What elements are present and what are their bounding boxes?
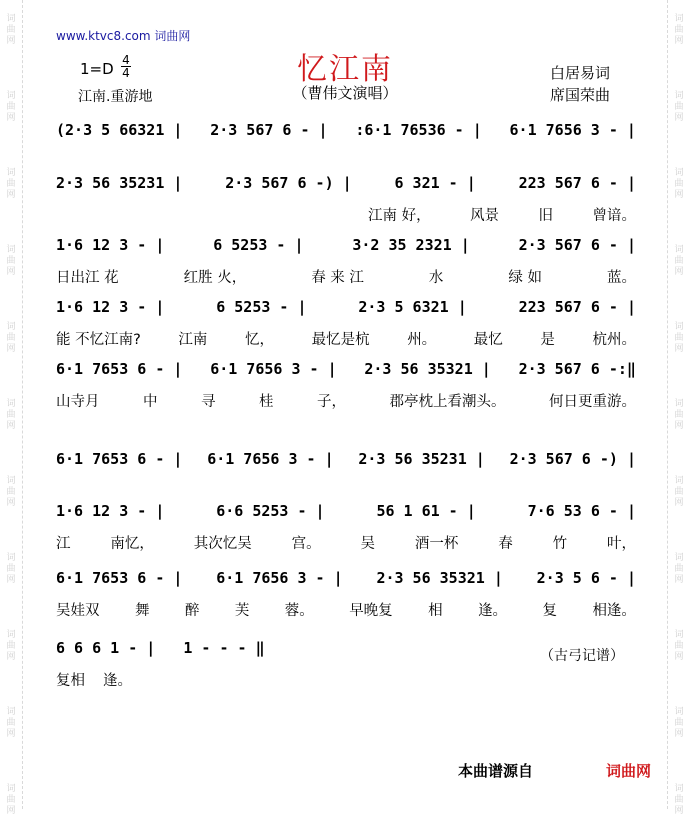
measure: 6·1 7656 3 - | xyxy=(216,569,343,587)
lyric-word: 能 不忆江南? xyxy=(56,331,141,348)
time-signature-top: 4 xyxy=(122,53,130,67)
lyric-word: 蓉。 xyxy=(284,602,314,619)
measure: 2·3 5 6321 | xyxy=(358,298,467,316)
lyric-word: 是 xyxy=(540,331,555,348)
lyric-word: 日出江 花 xyxy=(56,269,119,286)
watermark-text: 词曲网 xyxy=(6,168,16,200)
lyric-word: 何日更重游。 xyxy=(549,393,636,410)
lyric-word: 江南 好， xyxy=(368,207,431,224)
watermark-text: 词曲网 xyxy=(6,707,16,739)
key-signature: 1=D xyxy=(80,60,114,78)
measure: 6 5253 - | xyxy=(216,298,307,316)
transcriber-credit: （古弓记谱） xyxy=(540,648,624,664)
measure: 1·6 12 3 - | xyxy=(56,236,165,254)
lyric-word: 郡亭枕上看潮头。 xyxy=(389,393,506,410)
lyric-line xyxy=(56,532,636,552)
measure: 223 567 6 - | xyxy=(518,174,636,192)
lyric-word: 红胜 火， xyxy=(183,269,247,286)
measure: 6·1 7653 6 - | xyxy=(56,569,183,587)
measure: 3·2 35 2321 | xyxy=(352,236,470,254)
measure: 6 6 6 1 - | xyxy=(56,639,156,657)
notation-line xyxy=(56,567,636,589)
lyric-word: 相逢。 xyxy=(592,602,636,619)
measure: 1·6 12 3 - | xyxy=(56,502,165,520)
notation-line xyxy=(56,296,636,318)
measure: 1·6 12 3 - | xyxy=(56,298,165,316)
lyric-word: 最忆 xyxy=(473,331,503,348)
lyric-word: 竹 xyxy=(552,535,568,552)
measure: 6·6 5253 - | xyxy=(216,502,325,520)
song-title: 忆江南 xyxy=(297,52,393,87)
footer-brand[interactable]: 词曲网 xyxy=(606,762,652,780)
lyric-word: 复相 xyxy=(56,672,85,689)
measure: 6·1 7656 3 - | xyxy=(509,121,636,139)
lyric-word: 逢。 xyxy=(478,602,508,619)
lyric-word: 旧 xyxy=(538,207,554,224)
lyric-line xyxy=(368,204,636,224)
lyric-word: 酒一杯 xyxy=(414,535,459,552)
lyric-word: 江南 xyxy=(178,331,208,348)
lyric-word: 山寺月 xyxy=(56,393,100,410)
measure: 6 5253 - | xyxy=(213,236,304,254)
watermark-text: 词曲网 xyxy=(6,630,16,662)
time-signature-bottom: 4 xyxy=(122,66,130,80)
watermark-text: 词曲网 xyxy=(6,553,16,585)
measure: 2·3 567 6 -) | xyxy=(509,450,636,468)
measure: 6·1 7653 6 - | xyxy=(56,360,183,378)
lyric-word: 吴 xyxy=(360,535,375,552)
watermark-text: 词曲网 xyxy=(674,91,684,123)
lyric-word: 子， xyxy=(317,393,346,410)
lyric-word: 舞 xyxy=(134,602,150,619)
watermark-text: 词曲网 xyxy=(674,245,684,277)
notation-line xyxy=(56,500,636,522)
lyric-word: 最忆是杭 xyxy=(311,331,370,348)
lyric-word: 曾谙。 xyxy=(592,207,636,224)
lyric-word: 绿 如 xyxy=(508,269,542,286)
measure: 2·3 567 6 - | xyxy=(518,236,636,254)
watermark-text: 词曲网 xyxy=(6,14,16,46)
lyric-word: 南忆， xyxy=(110,535,154,552)
measure: 1 - - - ‖ xyxy=(183,639,265,657)
measure: 223 567 6 - | xyxy=(518,298,636,316)
measure: 2·3 567 6 - | xyxy=(210,121,328,139)
watermark-text: 词曲网 xyxy=(6,784,16,816)
lyric-word: 相 xyxy=(428,602,443,619)
lyric-word: 宫。 xyxy=(291,535,321,552)
lyric-word: 风景 xyxy=(470,207,500,224)
lyric-word: 水 xyxy=(428,269,444,286)
lyric-word: 春 来 江 xyxy=(311,269,364,286)
lyric-word: 寻 xyxy=(201,393,216,410)
notation-line xyxy=(56,119,636,141)
watermark-text: 词曲网 xyxy=(6,322,16,354)
measure: 2·3 567 6 -) | xyxy=(225,174,352,192)
watermark-text: 词曲网 xyxy=(674,553,684,585)
source-url-text[interactable]: www.ktvc8.com xyxy=(56,29,151,43)
watermark-text: 词曲网 xyxy=(6,91,16,123)
lyric-word: 蓝。 xyxy=(606,269,636,286)
watermark-text: 词曲网 xyxy=(674,784,684,816)
watermark-text: 词曲网 xyxy=(674,476,684,508)
watermark-text: 词曲网 xyxy=(6,245,16,277)
watermark-text: 词曲网 xyxy=(674,168,684,200)
watermark-text: 词曲网 xyxy=(674,630,684,662)
lyric-word: 逢。 xyxy=(103,672,132,689)
measure: 2·3 56 35231 | xyxy=(56,174,183,192)
notation-line xyxy=(56,358,636,380)
lyric-word: 复 xyxy=(542,602,557,619)
measure: 2·3 56 35321 | xyxy=(364,360,491,378)
singer-credit: （曹伟文演唱） xyxy=(292,84,398,102)
style-mark: 江南.重游地 xyxy=(78,89,153,105)
footer-source-label: 本曲谱源自 xyxy=(458,762,534,780)
watermark-text: 词曲网 xyxy=(674,399,684,431)
measure: 6·1 7656 3 - | xyxy=(210,360,337,378)
lyric-line xyxy=(56,599,636,619)
lyric-line xyxy=(56,328,636,348)
watermark-text: 词曲网 xyxy=(674,14,684,46)
lyric-word: 吴娃双 xyxy=(56,602,100,619)
time-signature xyxy=(121,54,131,79)
lyric-word: 叶， xyxy=(607,535,636,552)
measure: 2·3 567 6 -:‖ xyxy=(518,360,636,378)
measure: 2·3 56 35321 | xyxy=(376,569,503,587)
lyric-word: 早晚复 xyxy=(349,602,393,619)
lyric-word: 江 xyxy=(56,535,71,552)
lyric-word: 其次忆吴 xyxy=(193,535,252,552)
lyric-word: 中 xyxy=(143,393,158,410)
lyricist-credit: 白居易词 xyxy=(550,64,611,82)
watermark-text: 词曲网 xyxy=(6,399,16,431)
watermark-text: 词曲网 xyxy=(6,476,16,508)
left-watermark-strip xyxy=(0,0,23,816)
lyric-line xyxy=(56,390,636,410)
measure: 2·3 5 6 - | xyxy=(536,569,636,587)
measure: 2·3 56 35231 | xyxy=(358,450,485,468)
measure: 6·1 7656 3 - | xyxy=(207,450,334,468)
measure: (2·3 5 66321 | xyxy=(56,121,183,139)
measure: :6·1 76536 - | xyxy=(355,121,482,139)
lyric-word: 州。 xyxy=(407,331,437,348)
right-watermark-strip xyxy=(667,0,690,816)
notation-line xyxy=(56,448,636,470)
lyric-line xyxy=(56,266,636,286)
lyric-word: 桂 xyxy=(259,393,274,410)
measure: 6 321 - | xyxy=(394,174,476,192)
notation-line xyxy=(56,172,636,194)
lyric-word: 杭州。 xyxy=(592,331,636,348)
lyric-word: 忆， xyxy=(245,331,274,348)
source-site-name[interactable]: 词曲网 xyxy=(154,29,191,43)
measure: 7·6 53 6 - | xyxy=(527,502,636,520)
source-url[interactable] xyxy=(56,27,190,44)
measure: 56 1 61 - | xyxy=(376,502,476,520)
lyric-line xyxy=(56,669,636,689)
lyric-word: 醉 xyxy=(184,602,200,619)
lyric-word: 芙 xyxy=(234,602,250,619)
watermark-text: 词曲网 xyxy=(674,322,684,354)
watermark-text: 词曲网 xyxy=(674,707,684,739)
lyric-word: 春 xyxy=(498,535,513,552)
notation-line xyxy=(56,234,636,256)
measure: 6·1 7653 6 - | xyxy=(56,450,183,468)
composer-credit: 席国荣曲 xyxy=(550,86,611,104)
